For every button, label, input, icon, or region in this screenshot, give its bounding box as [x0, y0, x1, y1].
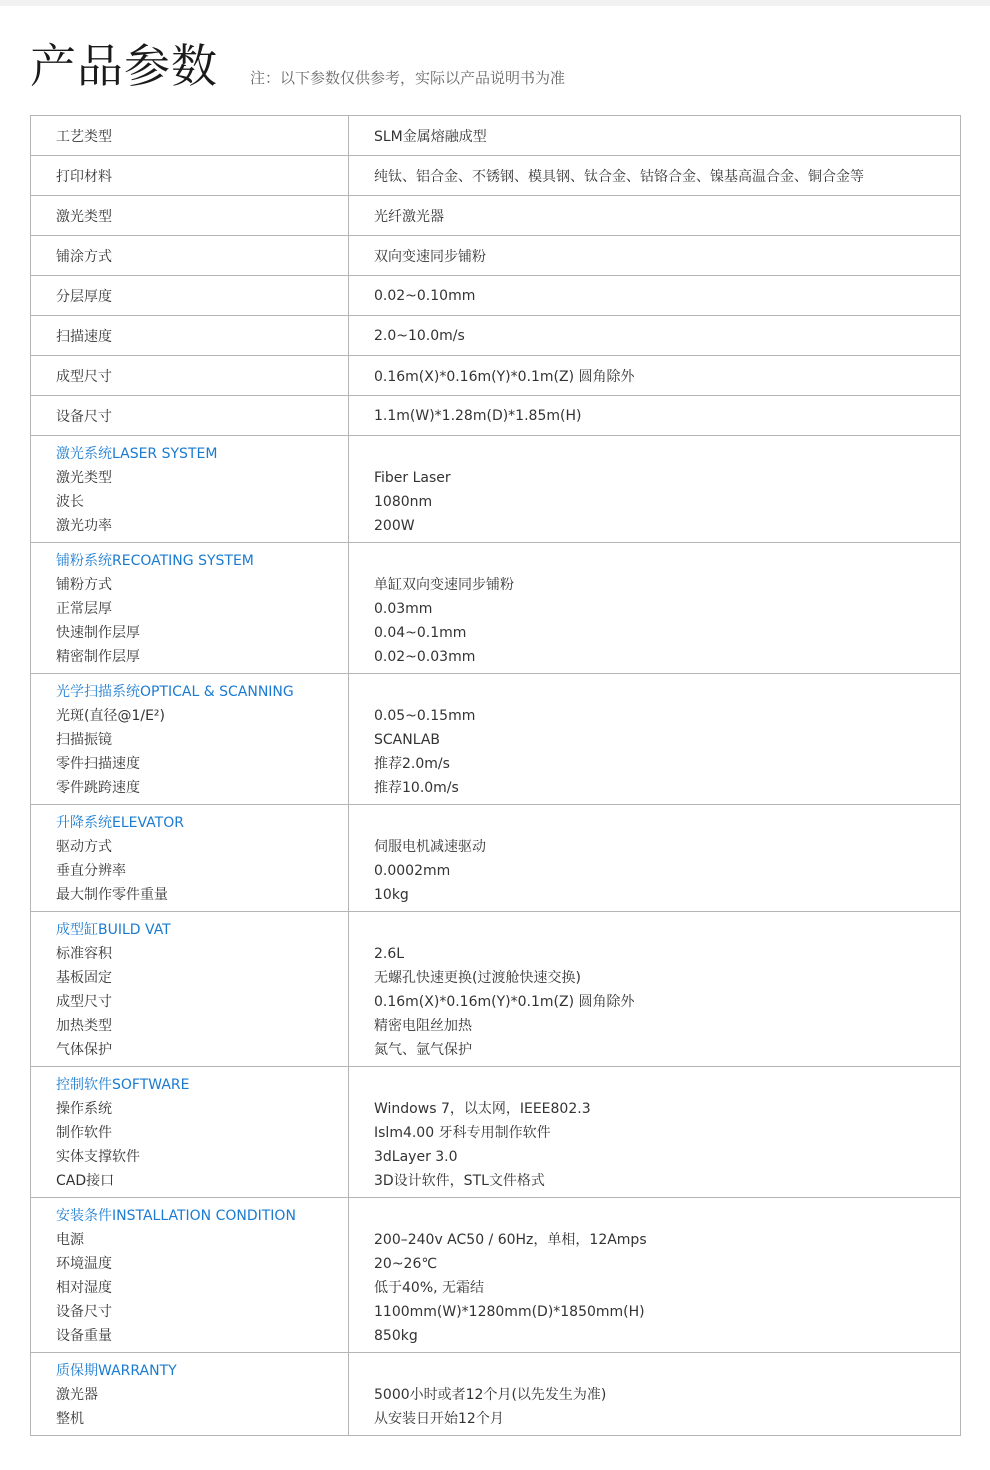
spec-label: 成型尺寸 — [31, 356, 349, 396]
spec-row — [31, 196, 961, 236]
group-title-spacer — [374, 918, 960, 942]
group-item-value: 20~26℃ — [374, 1256, 438, 1272]
top-divider-strip — [0, 0, 990, 6]
group-item-value: 850kg — [374, 1328, 418, 1344]
group-item-label: 扫描振镜 — [56, 732, 112, 748]
group-item-label: 加热类型 — [56, 1018, 112, 1034]
group-title-spacer — [374, 442, 960, 466]
group-title: 控制软件SOFTWARE — [56, 1077, 190, 1093]
group-item-value: 伺服电机减速驱动 — [374, 839, 486, 855]
group-title-spacer — [374, 549, 960, 573]
spec-group-labels — [31, 1353, 349, 1436]
group-title: 质保期WARRANTY — [56, 1363, 177, 1379]
spec-row — [31, 116, 961, 156]
group-item-label: 激光功率 — [56, 518, 112, 534]
group-item-label: 波长 — [56, 494, 84, 510]
group-item-label: 正常层厚 — [56, 601, 112, 617]
spec-group-values — [349, 805, 961, 912]
group-title: 升降系统ELEVATOR — [56, 815, 184, 831]
spec-group-row — [31, 543, 961, 674]
group-item-label: 制作软件 — [56, 1125, 112, 1141]
spec-label: 打印材料 — [31, 156, 349, 196]
spec-label: 扫描速度 — [31, 316, 349, 356]
group-item-label: CAD接口 — [56, 1173, 115, 1189]
spec-group-values — [349, 1067, 961, 1198]
spec-group-labels — [31, 436, 349, 543]
spec-row — [31, 396, 961, 436]
page-title: 产品参数 — [30, 39, 218, 93]
group-item-value: 精密电阻丝加热 — [374, 1018, 472, 1034]
group-item-value: SCANLAB — [374, 732, 441, 748]
spec-table — [30, 115, 961, 1436]
group-item-label: 设备重量 — [56, 1328, 112, 1344]
group-title-spacer — [374, 811, 960, 835]
group-title-spacer — [374, 1204, 960, 1228]
spec-value: 0.02~0.10mm — [349, 276, 961, 316]
spec-value: 2.0~10.0m/s — [349, 316, 961, 356]
spec-group-labels — [31, 1198, 349, 1353]
spec-label: 分层厚度 — [31, 276, 349, 316]
group-item-value: 1080nm — [374, 494, 433, 510]
spec-label: 设备尺寸 — [31, 396, 349, 436]
group-item-value: Windows 7，以太网，IEEE802.3 — [374, 1101, 591, 1117]
group-item-label: 标准容积 — [56, 946, 112, 962]
group-item-value: 0.16m(X)*0.16m(Y)*0.1m(Z) 圆角除外 — [374, 994, 635, 1010]
group-item-label: 快速制作层厚 — [56, 625, 140, 641]
group-item-label: 电源 — [56, 1232, 84, 1248]
spec-row — [31, 316, 961, 356]
spec-group-labels — [31, 805, 349, 912]
group-item-value: 推荐10.0m/s — [374, 780, 459, 796]
group-item-label: 整机 — [56, 1411, 84, 1427]
group-item-value: 0.03mm — [374, 601, 433, 617]
spec-row — [31, 356, 961, 396]
group-item-label: 气体保护 — [56, 1042, 112, 1058]
spec-group-row — [31, 805, 961, 912]
group-item-value: Fiber Laser — [374, 470, 451, 486]
spec-group-labels — [31, 1067, 349, 1198]
group-item-value: Islm4.00 牙科专用制作软件 — [374, 1125, 551, 1141]
group-item-label: 激光类型 — [56, 470, 112, 486]
group-item-label: 相对湿度 — [56, 1280, 112, 1296]
group-item-value: 200–240v AC50 / 60Hz，单相，12Amps — [374, 1232, 647, 1248]
group-item-label: 精密制作层厚 — [56, 649, 140, 665]
spec-group-values — [349, 1198, 961, 1353]
group-item-value: 无螺孔快速更换(过渡舱快速交换) — [374, 970, 581, 986]
group-title: 铺粉系统RECOATING SYSTEM — [56, 553, 254, 569]
group-title-spacer — [374, 1073, 960, 1097]
group-item-label: 激光器 — [56, 1387, 98, 1403]
spec-row — [31, 236, 961, 276]
spec-group-row — [31, 1067, 961, 1198]
group-item-label: 设备尺寸 — [56, 1304, 112, 1320]
group-title-spacer — [374, 1359, 960, 1383]
spec-value: 1.1m(W)*1.28m(D)*1.85m(H) — [349, 396, 961, 436]
group-item-value: 氮气、氩气保护 — [374, 1042, 472, 1058]
group-item-value: 单缸双向变速同步铺粉 — [374, 577, 514, 593]
group-item-value: 10kg — [374, 887, 409, 903]
group-item-label: 驱动方式 — [56, 839, 112, 855]
group-title: 光学扫描系统OPTICAL & SCANNING — [56, 684, 294, 700]
group-item-value: 3dLayer 3.0 — [374, 1149, 458, 1165]
group-item-label: 零件跳跨速度 — [56, 780, 140, 796]
spec-group-values — [349, 912, 961, 1067]
spec-group-labels — [31, 674, 349, 805]
spec-label: 工艺类型 — [31, 116, 349, 156]
group-item-label: 垂直分辨率 — [56, 863, 126, 879]
group-item-value: 0.02~0.03mm — [374, 649, 476, 665]
group-item-label: 最大制作零件重量 — [56, 887, 168, 903]
spec-group-labels — [31, 543, 349, 674]
group-item-value: 1100mm(W)*1280mm(D)*1850mm(H) — [374, 1304, 645, 1320]
spec-label: 铺涂方式 — [31, 236, 349, 276]
spec-row — [31, 276, 961, 316]
spec-group-values — [349, 543, 961, 674]
spec-value: SLM金属熔融成型 — [349, 116, 961, 156]
group-item-value: 低于40%, 无霜结 — [374, 1280, 485, 1296]
spec-group-values — [349, 1353, 961, 1436]
spec-group-row — [31, 674, 961, 805]
group-item-value: 0.04~0.1mm — [374, 625, 467, 641]
spec-value: 光纤激光器 — [349, 196, 961, 236]
spec-group-row — [31, 1198, 961, 1353]
group-title: 成型缸BUILD VAT — [56, 922, 171, 938]
spec-group-row — [31, 1353, 961, 1436]
group-title-spacer — [374, 680, 960, 704]
spec-table-body — [31, 116, 961, 1436]
group-item-label: 实体支撑软件 — [56, 1149, 140, 1165]
spec-group-row — [31, 912, 961, 1067]
group-item-label: 光斑(直径@1/E²) — [56, 708, 166, 724]
spec-label: 激光类型 — [31, 196, 349, 236]
group-item-value: 0.05~0.15mm — [374, 708, 476, 724]
group-item-label: 铺粉方式 — [56, 577, 112, 593]
spec-value: 纯钛、铝合金、不锈钢、模具钢、钛合金、钴铬合金、镍基高温合金、铜合金等 — [349, 156, 961, 196]
spec-group-values — [349, 674, 961, 805]
group-title: 安装条件INSTALLATION CONDITION — [56, 1208, 296, 1224]
group-item-value: 0.0002mm — [374, 863, 451, 879]
disclaimer-note: 注：以下参数仅供参考，实际以产品说明书为准 — [250, 69, 566, 87]
group-item-label: 环境温度 — [56, 1256, 112, 1272]
group-item-label: 成型尺寸 — [56, 994, 112, 1010]
group-item-label: 零件扫描速度 — [56, 756, 140, 772]
group-item-value: 200W — [374, 518, 415, 534]
spec-group-values — [349, 436, 961, 543]
group-title: 激光系统LASER SYSTEM — [56, 446, 218, 462]
group-item-label: 操作系统 — [56, 1101, 112, 1117]
group-item-value: 2.6L — [374, 946, 405, 962]
spec-row — [31, 156, 961, 196]
spec-value: 0.16m(X)*0.16m(Y)*0.1m(Z) 圆角除外 — [349, 356, 961, 396]
group-item-value: 推荐2.0m/s — [374, 756, 450, 772]
spec-group-row — [31, 436, 961, 543]
group-item-label: 基板固定 — [56, 970, 112, 986]
spec-value: 双向变速同步铺粉 — [349, 236, 961, 276]
group-item-value: 从安装日开始12个月 — [374, 1411, 504, 1427]
group-item-value: 5000小时或者12个月(以先发生为准) — [374, 1387, 607, 1403]
group-item-value: 3D设计软件，STL文件格式 — [374, 1173, 545, 1189]
spec-group-labels — [31, 912, 349, 1067]
